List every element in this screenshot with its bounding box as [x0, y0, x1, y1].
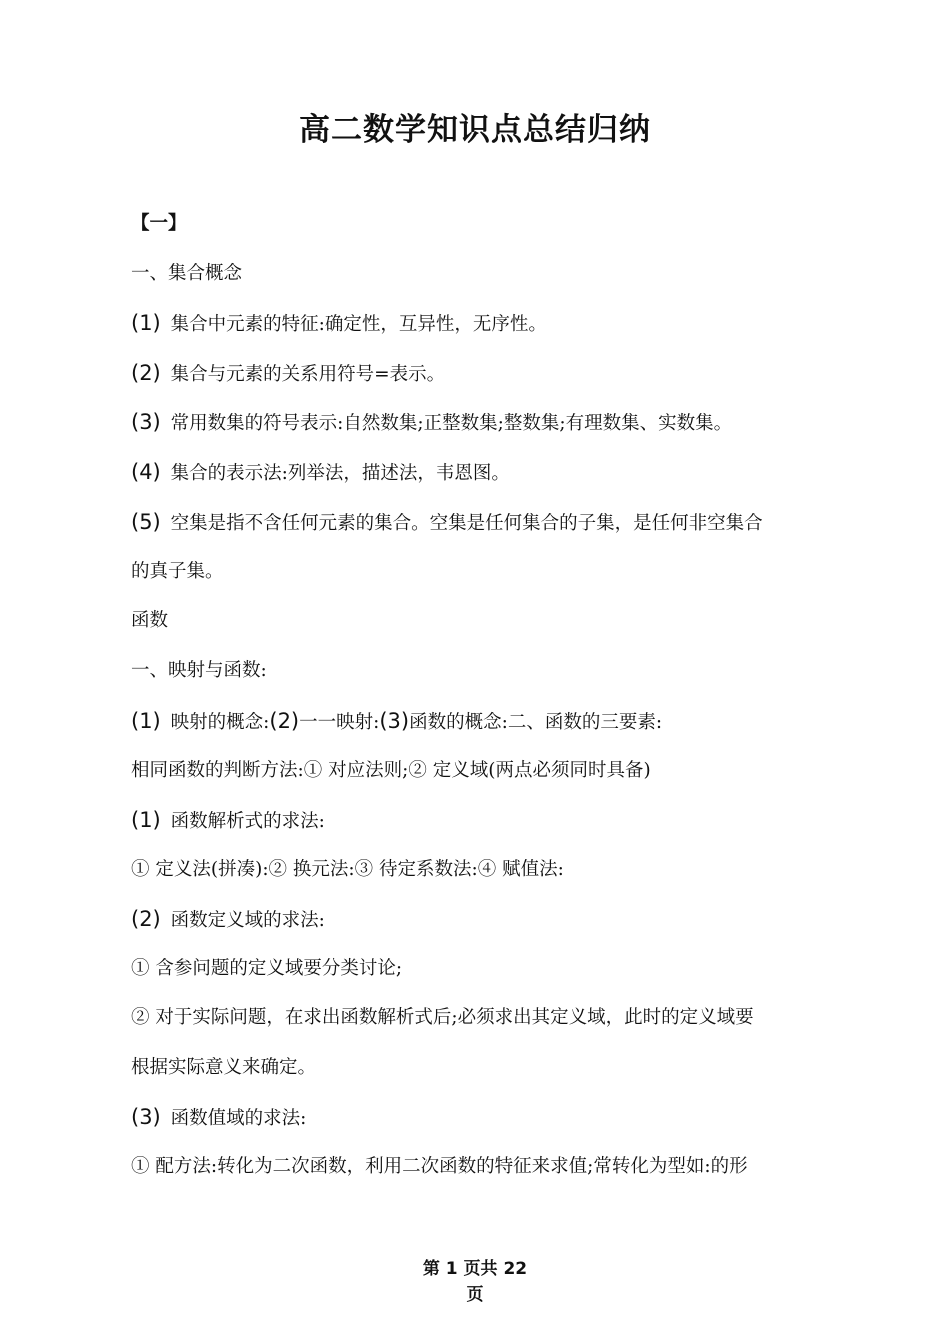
item-number: (5) — [131, 510, 161, 534]
item-number: (2) — [269, 709, 300, 733]
item-text: 集合的表示法:列举法，描述法，韦恩图。 — [170, 463, 510, 484]
list-item — [131, 807, 831, 835]
item-text: 映射的概念: — [170, 712, 270, 733]
list-item — [131, 1104, 831, 1132]
page-title: 高二数学知识点总结归纳 — [299, 112, 651, 148]
item-text: 函数的概念:二、函数的三要素: — [409, 712, 663, 733]
item-text: 函数解析式的求法: — [170, 811, 325, 832]
page-footer — [0, 1256, 950, 1308]
list-item — [131, 906, 831, 934]
list-item-continuation: 的真子集。 — [131, 561, 224, 582]
item-number: (2) — [131, 361, 161, 385]
paragraph: 相同函数的判断方法:① 对应法则;② 定义域(两点必须同时具备) — [131, 760, 651, 781]
paragraph: ① 含参问题的定义域要分类讨论; — [131, 958, 403, 979]
item-text: 集合与元素的关系用符号=表示。 — [170, 364, 446, 385]
heading-mapping-function: 一、映射与函数: — [131, 660, 267, 681]
list-item — [131, 409, 831, 437]
item-number: (3) — [131, 410, 161, 434]
item-text: 集合中元素的特征:确定性，互异性，无序性。 — [170, 314, 547, 335]
section-marker: 【一】 — [131, 213, 187, 234]
paragraph: ② 对于实际问题，在求出函数解析式后;必须求出其定义域，此时的定义域要 — [131, 1007, 754, 1028]
heading-function: 函数 — [131, 610, 169, 631]
page-number-line2: 页 — [466, 1285, 484, 1305]
item-number: (3) — [131, 1105, 161, 1129]
list-item — [131, 360, 831, 388]
paragraph: ① 配方法:转化为二次函数，利用二次函数的特征来求值;常转化为型如:的形 — [131, 1156, 748, 1177]
item-number: (1) — [131, 311, 161, 335]
item-number: (1) — [131, 808, 161, 832]
item-text: 空集是指不含任何元素的集合。空集是任何集合的子集，是任何非空集合 — [170, 513, 763, 534]
item-number: (2) — [131, 907, 161, 931]
item-number: (4) — [131, 460, 161, 484]
page-number-line1: 第 1 页共 22 — [422, 1259, 528, 1279]
list-item — [131, 509, 831, 537]
item-text: 一一映射: — [299, 712, 380, 733]
paragraph-continuation: 根据实际意义来确定。 — [131, 1057, 317, 1078]
item-number: (1) — [131, 709, 161, 733]
list-item — [131, 708, 831, 736]
item-text: 函数定义域的求法: — [170, 910, 325, 931]
item-text: 函数值域的求法: — [170, 1108, 307, 1129]
item-number: (3) — [379, 709, 410, 733]
heading-set-concept: 一、集合概念 — [131, 263, 243, 284]
item-text: 常用数集的符号表示:自然数集;正整数集;整数集;有理数集、实数集。 — [170, 413, 733, 434]
paragraph: ① 定义法(拼凑):② 换元法:③ 待定系数法:④ 赋值法: — [131, 859, 564, 880]
list-item — [131, 459, 831, 487]
list-item — [131, 310, 831, 338]
